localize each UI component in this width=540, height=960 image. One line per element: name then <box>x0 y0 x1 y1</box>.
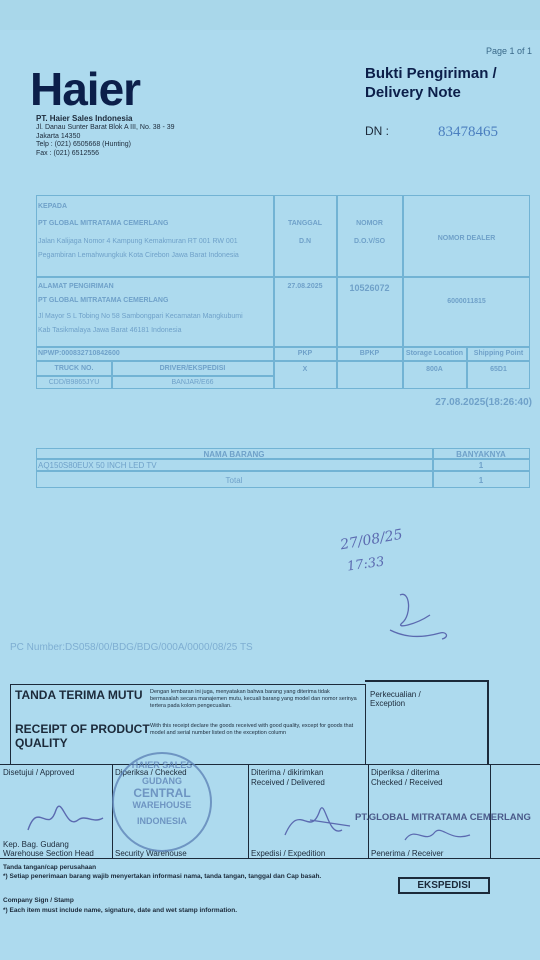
approved-label: Disetujui / Approved <box>3 768 75 777</box>
warehouse-head-2: Warehouse Section Head <box>3 849 94 858</box>
total-label: Total <box>225 476 243 485</box>
expedition-label: Expedisi / Expedition <box>251 849 326 858</box>
sig-divider <box>368 764 369 858</box>
sig-grid-bottom <box>0 858 540 859</box>
exception-label-1: Perkecualian / <box>370 690 421 699</box>
address-line: Fax : (021) 6512556 <box>36 149 100 157</box>
delivered-label-1: Diterima / dikirimkan <box>251 768 324 777</box>
divider <box>36 470 530 472</box>
exception-label <box>370 690 421 708</box>
sig-divider <box>248 764 249 858</box>
address-line: Jakarta 14350 <box>36 132 81 140</box>
alamat-address-1: Jl Mayor S L Tobing No 58 Sambongpari Kecamatan Mangkubumi <box>38 313 243 320</box>
exception-border-right <box>487 680 489 764</box>
dn-date: 27.08.2025 <box>287 283 323 290</box>
stamp-mid3-text: WAREHOUSE <box>132 800 192 810</box>
receipt-text-id: Dengan lembaran ini juga, menyatakan bahwa barang yang diterima tidak bermasalah secara manajemen mutu, kecuali barang yang model dan nomor serinya tertera pada kolom pengecualian. <box>150 689 357 709</box>
approver-signature <box>18 790 108 840</box>
footer-line-3: Company Sign / Stamp <box>3 897 74 904</box>
pc-number: PC Number:DS058/00/BDG/BDG/000A/0000/08/25 TS <box>10 642 253 653</box>
driver-label: DRIVER/EKSPEDISI <box>159 365 226 372</box>
do-number: 10526072 <box>349 283 390 293</box>
handwritten-time: 17:33 <box>346 554 386 575</box>
central-warehouse-stamp <box>112 752 212 852</box>
receipt-border-top <box>10 684 365 685</box>
dealer-number: 6000011815 <box>447 298 486 305</box>
truck-value: CDD/B9865JYU <box>48 379 100 386</box>
company-name: PT. Haier Sales Indonesia <box>36 114 133 123</box>
divider <box>336 195 338 347</box>
address-line: Jl. Danau Sunter Barat Blok A III, No. 38 - 39 <box>36 124 175 131</box>
driver-value: BANJAR/E66 <box>171 379 214 386</box>
item-qty: 1 <box>478 461 484 470</box>
doc-title-line1: Bukti Pengiriman / <box>365 65 497 82</box>
exception-label-2: Exception <box>370 699 406 708</box>
kepada-name: PT GLOBAL MITRATAMA CEMERLANG <box>38 220 169 227</box>
receipt-title-id: TANDA TERIMA MUTU <box>15 688 143 702</box>
stamp-mid1-text: GUDANG <box>142 776 182 786</box>
receiver-signature <box>400 820 480 850</box>
receipt-text-en: With this receipt declare the goods received with good quality, except for goods that model and serial number listed on the exception column <box>150 723 354 736</box>
divider <box>402 195 404 347</box>
pkp-label: PKP <box>297 350 313 357</box>
kepada-label: KEPADA <box>38 203 68 210</box>
alamat-name: PT GLOBAL MITRATAMA CEMERLANG <box>38 297 169 304</box>
footer-line-4: *) Each item must include name, signature, date and wet stamp information. <box>3 907 238 914</box>
sig-divider <box>490 764 491 858</box>
tanggal-sub: D.N <box>298 238 312 245</box>
npwp: NPWP:000832710842600 <box>38 350 120 357</box>
receiver-label: Penerima / Receiver <box>371 849 444 858</box>
received-label-1: Diperiksa / diterima <box>371 768 440 777</box>
document-title <box>365 64 497 102</box>
delivered-label-2: Received / Delivered <box>251 778 325 787</box>
exception-border-top <box>365 680 487 682</box>
checked-label: Diperiksa / Checked <box>115 768 187 777</box>
nomor-label: NOMOR <box>356 220 383 227</box>
receipt-border-mid <box>365 684 366 764</box>
pkp-value: X <box>302 366 308 373</box>
kepada-address-2: Pegambiran Lemahwungkuk Kota Cirebon Jawa Barat Indonesia <box>38 252 239 259</box>
bpkp-label: BPKP <box>359 350 380 357</box>
handwritten-date: 27/08/25 <box>339 526 404 554</box>
security-label: Security Warehouse <box>115 849 187 858</box>
address-line: Telp : (021) 6505668 (Hunting) <box>36 141 131 148</box>
kepada-address-1: Jalan Kalijaga Nomor 4 Kampung Kemakmuran RT 001 RW 001 <box>38 238 238 245</box>
shipping-label: Shipping Point <box>473 350 524 357</box>
dealer-label: NOMOR DEALER <box>437 235 496 242</box>
truck-label: TRUCK NO. <box>54 365 94 372</box>
stamp-bottom-text: INDONESIA <box>136 816 187 826</box>
total-qty: 1 <box>478 476 484 485</box>
col-banyaknya: BANYAKNYA <box>456 450 506 459</box>
dn-number: 83478465 <box>438 124 498 140</box>
divider <box>273 195 275 347</box>
footer-line-1: Tanda tangan/cap perusahaan <box>3 864 97 871</box>
received-label-2: Checked / Received <box>371 778 443 787</box>
shipping-value: 65D1 <box>490 366 507 373</box>
footer-line-2: *) Setiap penerimaan barang wajib menyertakan informasi nama, tanda tangan, tanggal dan Cap basah. <box>3 873 322 880</box>
stamp-mid2-text: CENTRAL <box>133 786 191 800</box>
receipt-title-en-2: QUALITY <box>15 736 68 750</box>
alamat-label: ALAMAT PENGIRIMAN <box>38 283 114 290</box>
stamp-top-text: HAIER SALES <box>131 760 193 770</box>
company-address <box>36 124 216 158</box>
col-nama-barang: NAMA BARANG <box>203 450 265 459</box>
divider <box>36 375 273 377</box>
storage-value: 800A <box>426 366 443 373</box>
warehouse-head-1: Kep. Bag. Gudang <box>3 840 69 849</box>
ekspedisi-badge: EKSPEDISI <box>398 877 490 894</box>
tanggal-label: TANGGAL <box>287 220 323 227</box>
haier-logo: Haier <box>30 63 141 115</box>
sig-grid-top <box>0 764 540 765</box>
nomor-sub: D.O.V/SO <box>353 238 386 245</box>
receiver-company-stamp: PT.GLOBAL MITRATAMA CEMERLANG <box>355 812 531 823</box>
item-name: AQ150S80EUX 50 INCH LED TV <box>38 461 157 470</box>
print-timestamp: 27.08.2025(18:26:40) <box>435 397 532 408</box>
page-indicator: Page 1 of 1 <box>485 46 532 56</box>
receipt-title-en-1: RECEIPT OF PRODUCT <box>15 722 150 736</box>
storage-label: Storage Location <box>405 350 464 357</box>
handwritten-signature <box>380 585 460 645</box>
receipt-border-left <box>10 684 11 764</box>
dn-label: DN : <box>365 124 389 138</box>
alamat-address-2: Kab Tasikmalaya Jawa Barat 46181 Indonesia <box>38 327 182 334</box>
expedition-signature <box>270 790 360 845</box>
doc-title-line2: Delivery Note <box>365 84 461 101</box>
